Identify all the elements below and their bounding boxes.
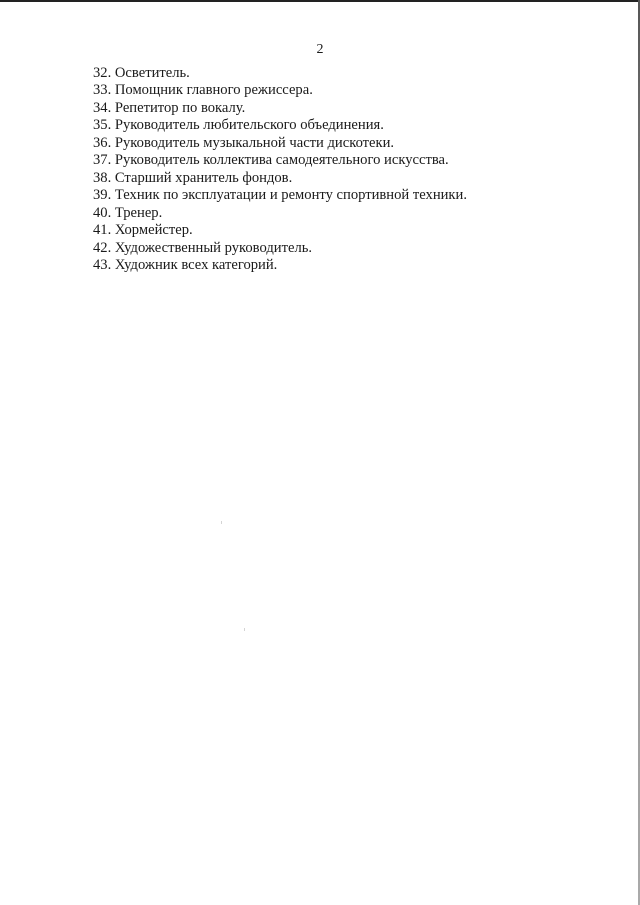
list-item: 33. Помощник главного режиссера. <box>93 82 313 99</box>
page-number: 2 <box>316 42 324 57</box>
scan-speck <box>221 521 222 524</box>
positions-list <box>93 65 467 274</box>
list-item: 42. Художественный руководитель. <box>93 239 313 256</box>
page-top-edge <box>0 0 640 2</box>
list-item: 37. Руководитель коллектива самодеятельного искусства. <box>93 152 449 169</box>
list-item: 34. Репетитор по вокалу. <box>93 99 246 116</box>
list-item: 40. Тренер. <box>93 204 163 221</box>
list-item: 43. Художник всех категорий. <box>93 256 278 273</box>
scan-speck <box>244 628 245 631</box>
list-item: 32. Осветитель. <box>93 65 190 81</box>
list-item: 38. Старший хранитель фондов. <box>93 169 293 186</box>
list-item: 36. Руководитель музыкальной части дискотеки. <box>93 134 395 151</box>
list-item: 39. Техник по эксплуатации и ремонту спортивной техники. <box>93 187 467 204</box>
list-item: 41. Хормейстер. <box>93 222 193 239</box>
list-item: 35. Руководитель любительского объединения. <box>93 117 384 134</box>
